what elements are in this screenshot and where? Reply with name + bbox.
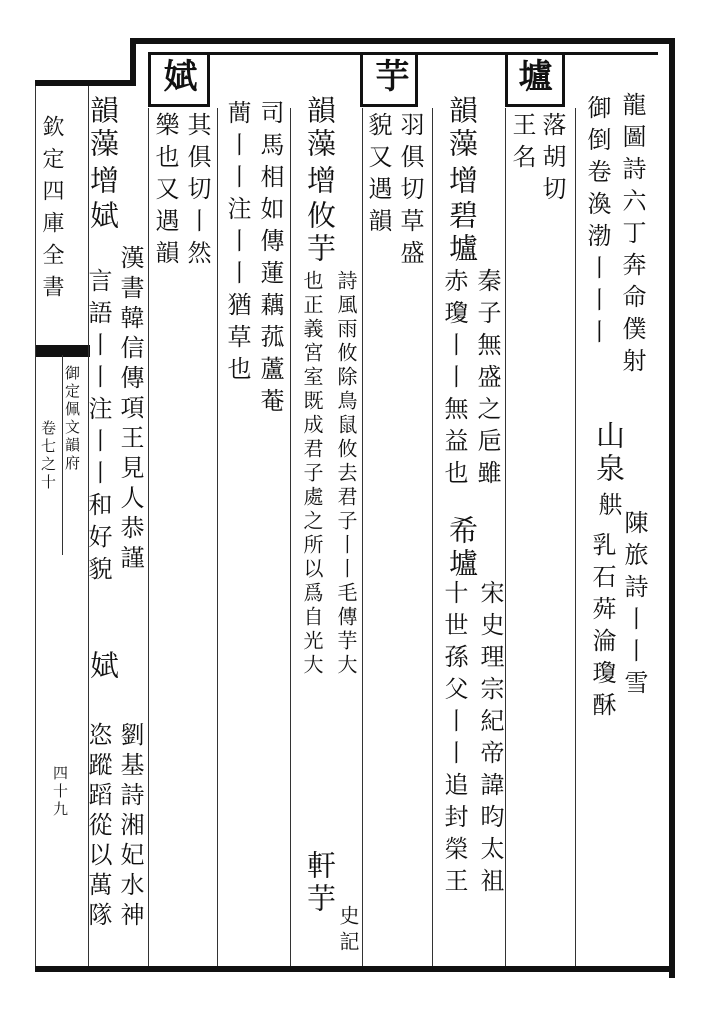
term-wuwu: 娬: [86, 200, 120, 233]
text-col-3a: 陳旅詩丨丨雪: [620, 510, 648, 702]
term-xilu: 希壚: [445, 515, 479, 581]
frame-left-top: [35, 80, 135, 86]
col-sep-5: [432, 108, 433, 966]
frame-right: [669, 38, 675, 978]
notch-3-bottom: [148, 104, 210, 107]
text-col-6b: 也正義宮室既成君子處之所以爲自光大: [300, 270, 324, 678]
frame-inner-top: [148, 52, 658, 55]
label-zeng-1: 增: [445, 165, 479, 198]
frame-left-step: [130, 38, 136, 86]
term-xuanyu: 軒芋: [303, 850, 337, 916]
col-sep-1: [148, 108, 149, 966]
label-yunzao-1: 韻藻: [445, 95, 479, 161]
margin-page-number: 四十九: [51, 765, 69, 819]
term-wuwu-2: 娬: [86, 650, 120, 683]
text-col-2: 御倒卷渙渤丨丨丨: [583, 95, 611, 351]
term-bilu: 碧壚: [445, 200, 479, 266]
text-col-7a: 司馬相如傳蓮藕菰蘆菴: [256, 100, 284, 420]
text-wang-ming: 王名: [508, 112, 536, 176]
notch-2-right: [415, 52, 418, 107]
text-col-9b: 恣蹤蹈從以萬隊: [84, 722, 112, 932]
text-col-4b: 赤瓊丨丨無益也: [440, 268, 468, 492]
margin-volume: 卷七之十: [39, 420, 57, 492]
pronunciation-lu: 落胡切: [538, 112, 566, 208]
notch-1-right: [562, 52, 565, 107]
notch-2-left: [360, 52, 363, 107]
margin-title: 欽定四庫全書: [39, 115, 64, 307]
text-col-5b: 十世孫父丨丨追封榮王: [440, 580, 468, 900]
text-yue-ye: 樂也又遇韻: [151, 112, 179, 272]
text-col-1: 龍圖詩六丁奔命僕射: [618, 92, 646, 380]
label-zeng-2: 增: [303, 165, 337, 198]
text-col-9a: 劉基詩湘妃水神: [116, 722, 144, 932]
text-col-6a: 詩風雨攸除鳥鼠攸去君子丨丨毛傳芋大: [334, 270, 358, 678]
col-sep-2: [217, 108, 218, 966]
notch-1-bottom: [505, 104, 565, 107]
text-col-5a: 宋史理宗紀帝諱昀太祖: [476, 580, 504, 900]
notch-2-bottom: [360, 104, 418, 107]
col-sep-3: [290, 108, 291, 966]
notch-1-left: [505, 52, 508, 107]
margin-book: 御定佩文韻府: [63, 365, 81, 473]
label-yunzao-3: 韻藻: [86, 95, 120, 161]
pronunciation-wu: 其俱切丨然: [183, 112, 211, 272]
frame-bottom: [35, 966, 675, 972]
text-col-7b: 蕳丨丨注丨丨猶草也: [223, 100, 251, 388]
notch-3-left: [148, 52, 151, 107]
headword-lu: 壚: [512, 58, 552, 94]
label-yunzao-2: 韻藻: [303, 95, 337, 161]
col-sep-7: [575, 108, 576, 966]
text-col-3b-term: 舼: [594, 492, 622, 524]
headword-wu: 娬: [157, 58, 197, 94]
label-zeng-3: 增: [86, 165, 120, 198]
col-sep-4: [362, 108, 363, 966]
pronunciation-yu: 羽俱切草盛: [396, 112, 424, 272]
col-sep-6: [505, 108, 506, 966]
margin-line-left: [35, 86, 36, 966]
term-youyu: 攸芋: [303, 200, 337, 266]
frame-top: [130, 38, 675, 44]
headword-yu: 芋: [369, 58, 409, 94]
text-col-4a: 秦子無盛之巵雖: [473, 268, 501, 492]
text-col-8a: 漢書韓信傳項王見人恭謹: [116, 245, 144, 575]
text-col-3-term: 山泉: [592, 420, 626, 486]
text-col-8b: 言語丨丨注丨丨和好貌: [84, 268, 112, 588]
text-col-3b: 乳石荈淪瓊酥: [588, 532, 616, 724]
text-shiji: 史記: [336, 905, 360, 957]
notch-3-right: [207, 52, 210, 107]
text-mao-you: 貌又遇韻: [364, 112, 392, 240]
